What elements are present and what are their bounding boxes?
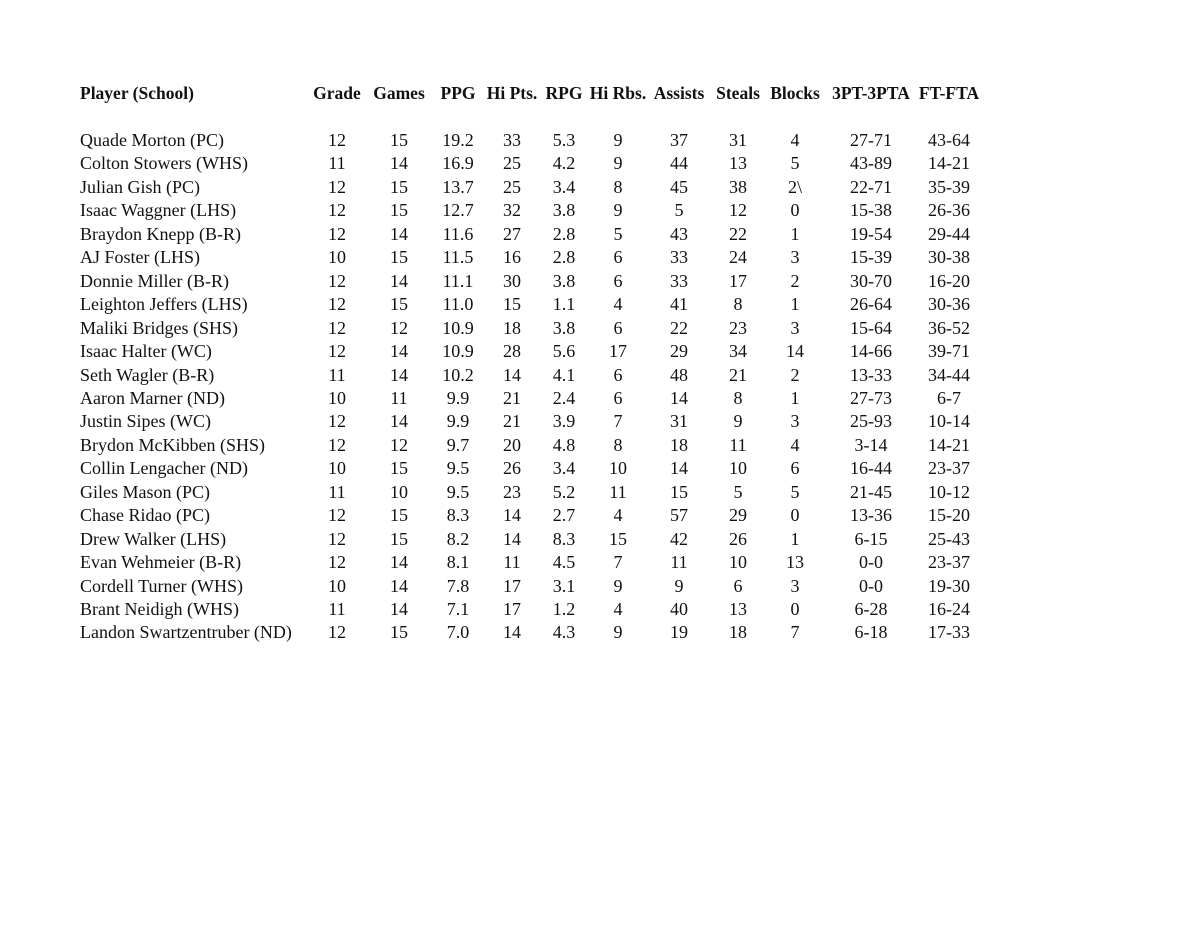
hi-rbs-cell: 9: [613, 130, 623, 150]
hi-pts-cell: 14: [503, 364, 521, 385]
rpg-cell: 3.4: [552, 176, 576, 197]
blocks-cell: 14: [786, 341, 804, 362]
ft-cell: 16-24: [928, 599, 970, 619]
player-name: Drew Walker (LHS): [80, 528, 227, 549]
player-name: Brant Neidigh (WHS): [80, 599, 239, 619]
player-name: Colton Stowers (WHS): [80, 153, 248, 174]
ppg-cell: 9.9: [446, 387, 470, 408]
table-row: [0, 317, 1200, 340]
grade-cell: 11: [328, 153, 346, 174]
ppg-cell: 10.9: [442, 341, 474, 362]
hi-rbs-cell: 6: [613, 247, 623, 268]
steals-cell: 13: [729, 599, 747, 619]
grade-cell: 12: [328, 200, 346, 221]
player-name: Leighton Jeffers (LHS): [80, 294, 248, 315]
hi-pts-cell: 16: [503, 247, 521, 268]
assists-cell: 9: [674, 575, 684, 596]
table-header: [0, 82, 1200, 105]
games-cell: 15: [390, 458, 408, 479]
table-row: [0, 434, 1200, 457]
header-grade: Grade: [313, 83, 361, 103]
hi-pts-cell: 11: [503, 552, 521, 573]
blocks-cell: 0: [790, 200, 800, 221]
ft-cell: 30-38: [928, 247, 970, 268]
games-cell: 14: [390, 552, 408, 573]
hi-rbs-cell: 15: [609, 528, 627, 549]
three-pt-cell: 16-44: [850, 458, 892, 479]
ppg-cell: 9.5: [446, 481, 470, 502]
blocks-cell: 13: [786, 552, 804, 573]
ppg-cell: 13.7: [442, 176, 474, 197]
games-cell: 15: [390, 200, 408, 221]
three-pt-cell: 21-45: [850, 481, 892, 502]
three-pt-cell: 27-73: [850, 387, 892, 408]
table-row: [0, 199, 1200, 222]
blocks-cell: 3: [790, 247, 800, 268]
grade-cell: 12: [328, 176, 346, 197]
blocks-cell: 1: [790, 387, 800, 408]
ft-cell: 10-12: [928, 481, 970, 502]
steals-cell: 13: [729, 153, 747, 174]
assists-cell: 40: [670, 599, 688, 619]
games-cell: 15: [390, 528, 408, 549]
table-row: [0, 504, 1200, 527]
blocks-cell: 7: [790, 622, 800, 643]
hi-pts-cell: 28: [503, 341, 521, 362]
rpg-cell: 4.3: [552, 622, 576, 643]
games-cell: 14: [390, 270, 408, 291]
assists-cell: 19: [670, 622, 688, 643]
three-pt-cell: 26-64: [850, 294, 892, 315]
player-name: Cordell Turner (WHS): [80, 575, 243, 596]
grade-cell: 12: [328, 434, 346, 455]
player-name: Quade Morton (PC): [80, 130, 224, 150]
ft-cell: 26-36: [928, 200, 970, 221]
games-cell: 15: [390, 247, 408, 268]
assists-cell: 57: [670, 505, 688, 526]
rpg-cell: 3.8: [552, 317, 576, 338]
rpg-cell: 1.2: [552, 599, 576, 619]
games-cell: 15: [390, 176, 408, 197]
blocks-cell: 2\: [787, 176, 802, 197]
hi-rbs-cell: 9: [613, 153, 623, 174]
three-pt-cell: 25-93: [850, 411, 892, 432]
rpg-cell: 2.4: [552, 387, 576, 408]
games-cell: 14: [390, 575, 408, 596]
assists-cell: 33: [670, 270, 688, 291]
table-row: [0, 551, 1200, 574]
assists-cell: 33: [670, 247, 688, 268]
table-row: [0, 528, 1200, 551]
header-hi-rbs: Hi Rbs.: [589, 83, 647, 103]
table-row: [0, 246, 1200, 269]
hi-pts-cell: 14: [503, 528, 521, 549]
ppg-cell: 10.9: [442, 317, 474, 338]
assists-cell: 18: [670, 434, 688, 455]
three-pt-cell: 6-15: [854, 528, 888, 549]
hi-rbs-cell: 9: [613, 575, 623, 596]
header-3pt: 3PT-3PTA: [832, 83, 910, 103]
steals-cell: 23: [729, 317, 747, 338]
three-pt-cell: 14-66: [850, 341, 892, 362]
three-pt-cell: 6-28: [854, 599, 888, 619]
ft-cell: 15-20: [928, 505, 970, 526]
hi-rbs-cell: 7: [613, 411, 623, 432]
assists-cell: 29: [670, 341, 688, 362]
rpg-cell: 2.8: [552, 223, 576, 244]
player-name: Julian Gish (PC): [80, 176, 201, 197]
header-ft: FT-FTA: [918, 83, 980, 103]
games-cell: 15: [390, 505, 408, 526]
hi-pts-cell: 23: [503, 481, 521, 502]
table-row: [0, 410, 1200, 433]
hi-rbs-cell: 4: [613, 599, 623, 619]
steals-cell: 10: [729, 458, 747, 479]
steals-cell: 24: [729, 247, 747, 268]
hi-pts-cell: 32: [503, 200, 521, 221]
three-pt-cell: 13-36: [850, 505, 892, 526]
grade-cell: 10: [328, 458, 346, 479]
header-player: Player (School): [80, 83, 194, 103]
three-pt-cell: 6-18: [854, 622, 888, 643]
grade-cell: 12: [328, 130, 346, 150]
ppg-cell: 11.6: [442, 223, 474, 244]
rpg-cell: 5.3: [552, 130, 576, 150]
steals-cell: 5: [733, 481, 743, 502]
steals-cell: 29: [729, 505, 747, 526]
hi-pts-cell: 27: [503, 223, 521, 244]
grade-cell: 11: [328, 481, 346, 502]
games-cell: 15: [390, 294, 408, 315]
grade-cell: 12: [328, 505, 346, 526]
games-cell: 14: [390, 153, 408, 174]
games-cell: 12: [390, 317, 408, 338]
assists-cell: 14: [670, 387, 688, 408]
table-row: [0, 621, 1200, 644]
table-row: [0, 293, 1200, 316]
games-cell: 14: [390, 364, 408, 385]
assists-cell: 22: [670, 317, 688, 338]
ft-cell: 43-64: [928, 130, 970, 150]
ft-cell: 35-39: [928, 176, 970, 197]
ft-cell: 23-37: [928, 458, 970, 479]
assists-cell: 14: [670, 458, 688, 479]
rpg-cell: 3.4: [552, 458, 576, 479]
steals-cell: 21: [729, 364, 747, 385]
games-cell: 14: [390, 411, 408, 432]
blocks-cell: 6: [790, 458, 800, 479]
assists-cell: 41: [670, 294, 688, 315]
hi-pts-cell: 21: [503, 387, 521, 408]
rpg-cell: 4.2: [552, 153, 576, 174]
table-row: [0, 598, 1200, 621]
three-pt-cell: 0-0: [859, 575, 883, 596]
rpg-cell: 4.8: [552, 434, 576, 455]
hi-rbs-cell: 6: [613, 270, 623, 291]
grade-cell: 12: [328, 294, 346, 315]
rpg-cell: 3.8: [552, 270, 576, 291]
three-pt-cell: 27-71: [850, 130, 892, 150]
steals-cell: 8: [733, 387, 743, 408]
ft-cell: 17-33: [928, 622, 970, 643]
grade-cell: 12: [328, 552, 346, 573]
steals-cell: 6: [733, 575, 743, 596]
hi-rbs-cell: 11: [609, 481, 627, 502]
player-name: Isaac Halter (WC): [80, 341, 212, 362]
assists-cell: 5: [674, 200, 684, 221]
three-pt-cell: 30-70: [850, 270, 892, 291]
blocks-cell: 0: [790, 505, 800, 526]
ft-cell: 14-21: [928, 153, 970, 174]
assists-cell: 15: [670, 481, 688, 502]
hi-pts-cell: 25: [503, 176, 521, 197]
blocks-cell: 0: [790, 599, 800, 619]
games-cell: 15: [390, 622, 408, 643]
blocks-cell: 3: [790, 411, 800, 432]
grade-cell: 12: [328, 622, 346, 643]
games-cell: 14: [390, 599, 408, 619]
table-row: [0, 176, 1200, 199]
table-row: [0, 364, 1200, 387]
hi-pts-cell: 15: [503, 294, 521, 315]
grade-cell: 12: [328, 411, 346, 432]
player-name: Landon Swartzentruber (ND): [80, 622, 292, 643]
games-cell: 10: [390, 481, 408, 502]
rpg-cell: 4.1: [552, 364, 576, 385]
three-pt-cell: 3-14: [854, 434, 888, 455]
header-rpg: RPG: [545, 83, 583, 103]
header-blocks: Blocks: [770, 83, 820, 103]
rpg-cell: 2.7: [552, 505, 576, 526]
ppg-cell: 9.7: [446, 434, 470, 455]
hi-rbs-cell: 6: [613, 364, 623, 385]
player-name: Maliki Bridges (SHS): [80, 317, 239, 338]
games-cell: 15: [390, 130, 408, 150]
rpg-cell: 5.6: [552, 341, 576, 362]
steals-cell: 38: [729, 176, 747, 197]
ppg-cell: 7.0: [446, 622, 470, 643]
ft-cell: 25-43: [928, 528, 970, 549]
steals-cell: 8: [733, 294, 743, 315]
ft-cell: 34-44: [928, 364, 970, 385]
grade-cell: 12: [328, 528, 346, 549]
blocks-cell: 1: [790, 294, 800, 315]
hi-rbs-cell: 7: [613, 552, 623, 573]
ppg-cell: 19.2: [442, 130, 474, 150]
ppg-cell: 7.8: [446, 575, 470, 596]
rpg-cell: 4.5: [552, 552, 576, 573]
three-pt-cell: 22-71: [850, 176, 892, 197]
ppg-cell: 11.5: [442, 247, 474, 268]
steals-cell: 9: [733, 411, 743, 432]
ppg-cell: 16.9: [442, 153, 474, 174]
hi-rbs-cell: 6: [613, 387, 623, 408]
three-pt-cell: 15-38: [850, 200, 892, 221]
steals-cell: 22: [729, 223, 747, 244]
hi-pts-cell: 25: [503, 153, 521, 174]
player-name: Evan Wehmeier (B-R): [80, 552, 242, 573]
ppg-cell: 8.3: [446, 505, 470, 526]
assists-cell: 44: [670, 153, 688, 174]
grade-cell: 12: [328, 317, 346, 338]
rpg-cell: 8.3: [552, 528, 576, 549]
hi-rbs-cell: 4: [613, 505, 623, 526]
grade-cell: 10: [328, 575, 346, 596]
player-name: Giles Mason (PC): [80, 481, 210, 502]
table-row: [0, 340, 1200, 363]
player-name: Isaac Waggner (LHS): [80, 200, 237, 221]
table-row: [0, 481, 1200, 504]
player-name: Justin Sipes (WC): [80, 411, 212, 432]
blocks-cell: 1: [790, 223, 800, 244]
rpg-cell: 3.1: [552, 575, 576, 596]
ft-cell: 36-52: [928, 317, 970, 338]
ppg-cell: 9.9: [446, 411, 470, 432]
table-row: [0, 223, 1200, 246]
blocks-cell: 5: [790, 481, 800, 502]
blocks-cell: 4: [790, 130, 800, 150]
steals-cell: 11: [729, 434, 747, 455]
hi-rbs-cell: 17: [609, 341, 627, 362]
hi-pts-cell: 20: [503, 434, 521, 455]
three-pt-cell: 15-64: [850, 317, 892, 338]
hi-pts-cell: 14: [503, 622, 521, 643]
ft-cell: 10-14: [928, 411, 970, 432]
grade-cell: 11: [328, 364, 346, 385]
table-row: [0, 129, 1200, 152]
games-cell: 14: [390, 341, 408, 362]
blocks-cell: 2: [790, 270, 800, 291]
hi-pts-cell: 26: [503, 458, 521, 479]
ppg-cell: 11.0: [442, 294, 474, 315]
header-games: Games: [373, 83, 425, 103]
ppg-cell: 12.7: [442, 200, 474, 221]
grade-cell: 10: [328, 247, 346, 268]
hi-pts-cell: 18: [503, 317, 521, 338]
hi-rbs-cell: 8: [613, 434, 623, 455]
hi-pts-cell: 21: [503, 411, 521, 432]
hi-rbs-cell: 4: [613, 294, 623, 315]
steals-cell: 34: [729, 341, 747, 362]
grade-cell: 10: [328, 387, 346, 408]
header-steals: Steals: [716, 83, 760, 103]
hi-pts-cell: 17: [503, 575, 521, 596]
ft-cell: 29-44: [928, 223, 970, 244]
assists-cell: 37: [670, 130, 688, 150]
blocks-cell: 2: [790, 364, 800, 385]
blocks-cell: 3: [790, 317, 800, 338]
table-row: [0, 387, 1200, 410]
blocks-cell: 1: [790, 528, 800, 549]
assists-cell: 45: [670, 176, 688, 197]
hi-pts-cell: 14: [503, 505, 521, 526]
ft-cell: 23-37: [928, 552, 970, 573]
assists-cell: 48: [670, 364, 688, 385]
table-row: [0, 575, 1200, 598]
assists-cell: 42: [670, 528, 688, 549]
three-pt-cell: 0-0: [859, 552, 883, 573]
steals-cell: 17: [729, 270, 747, 291]
player-name: Seth Wagler (B-R): [80, 364, 215, 385]
grade-cell: 12: [328, 223, 346, 244]
games-cell: 12: [390, 434, 408, 455]
ft-cell: 30-36: [928, 294, 970, 315]
player-name: Collin Lengacher (ND): [80, 458, 248, 479]
rpg-cell: 2.8: [552, 247, 576, 268]
player-name: Donnie Miller (B-R): [80, 270, 229, 291]
three-pt-cell: 43-89: [850, 153, 892, 174]
three-pt-cell: 15-39: [850, 247, 892, 268]
hi-rbs-cell: 9: [613, 622, 623, 643]
hi-rbs-cell: 5: [613, 223, 623, 244]
player-name: Braydon Knepp (B-R): [80, 223, 241, 244]
rpg-cell: 5.2: [552, 481, 576, 502]
ppg-cell: 11.1: [442, 270, 474, 291]
table-row: [0, 270, 1200, 293]
ppg-cell: 9.5: [446, 458, 470, 479]
header-hi-pts: Hi Pts.: [486, 83, 538, 103]
table-row: [0, 152, 1200, 175]
player-name: Chase Ridao (PC): [80, 505, 210, 526]
hi-rbs-cell: 8: [613, 176, 623, 197]
ft-cell: 39-71: [928, 341, 970, 362]
ft-cell: 19-30: [928, 575, 970, 596]
grade-cell: 12: [328, 270, 346, 291]
steals-cell: 12: [729, 200, 747, 221]
grade-cell: 12: [328, 341, 346, 362]
steals-cell: 26: [729, 528, 747, 549]
hi-rbs-cell: 9: [613, 200, 623, 221]
grade-cell: 11: [328, 599, 346, 619]
ppg-cell: 10.2: [442, 364, 474, 385]
steals-cell: 10: [729, 552, 747, 573]
ft-cell: 14-21: [928, 434, 970, 455]
ppg-cell: 8.1: [446, 552, 470, 573]
three-pt-cell: 13-33: [850, 364, 892, 385]
rpg-cell: 3.9: [552, 411, 576, 432]
games-cell: 14: [390, 223, 408, 244]
hi-rbs-cell: 6: [613, 317, 623, 338]
blocks-cell: 4: [790, 434, 800, 455]
hi-rbs-cell: 10: [609, 458, 627, 479]
ft-cell: 6-7: [937, 387, 961, 408]
player-name: Brydon McKibben (SHS): [80, 434, 265, 455]
assists-cell: 11: [670, 552, 688, 573]
three-pt-cell: 19-54: [850, 223, 892, 244]
rpg-cell: 3.8: [552, 200, 576, 221]
hi-pts-cell: 30: [503, 270, 521, 291]
steals-cell: 18: [729, 622, 747, 643]
table-row: [0, 457, 1200, 480]
rpg-cell: 1.1: [552, 294, 576, 315]
player-name: AJ Foster (LHS): [80, 247, 200, 268]
steals-cell: 31: [729, 130, 747, 150]
assists-cell: 31: [670, 411, 688, 432]
assists-cell: 43: [670, 223, 688, 244]
ppg-cell: 7.1: [446, 599, 470, 619]
hi-pts-cell: 17: [503, 599, 521, 619]
ppg-cell: 8.2: [446, 528, 470, 549]
blocks-cell: 3: [790, 575, 800, 596]
hi-pts-cell: 33: [503, 130, 521, 150]
games-cell: 11: [390, 387, 408, 408]
blocks-cell: 5: [790, 153, 800, 174]
player-name: Aaron Marner (ND): [80, 387, 225, 408]
ft-cell: 16-20: [928, 270, 970, 291]
header-ppg: PPG: [440, 83, 476, 103]
header-assists: Assists: [653, 83, 705, 103]
